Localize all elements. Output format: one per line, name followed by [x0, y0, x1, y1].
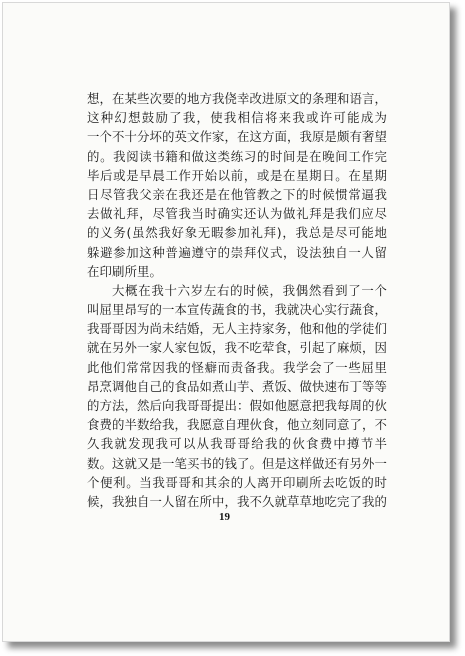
text-line: 就在另外一家人家包饭，我不吃荤食，引起了麻烦，因 — [87, 340, 387, 356]
text-line: 一个不十分坏的英文作家，在这方面，我原是颇有奢望 — [87, 129, 387, 145]
book-page — [2, 2, 450, 642]
text-line: 个便利。当我哥哥和其余的人离开印刷所去吃饭的时 — [87, 474, 387, 490]
text-line: 日尽管我父亲在我还是在他管教之下的时候惯常逼我 — [87, 186, 387, 202]
text-line: 此他们常常因我的怪癖而责备我。我学会了一些屈里 — [87, 359, 387, 375]
page-number: 19 — [219, 511, 230, 523]
text-line: 去做礼拜，尽管我当时确实还认为做礼拜是我们应尽 — [87, 206, 387, 222]
text-line: 大概在我十六岁左右的时候，我偶然看到了一个 — [112, 282, 387, 298]
text-line: 的。我阅读书籍和做这类练习的时间是在晚间工作完 — [87, 148, 387, 164]
body-text — [87, 89, 387, 511]
text-line: 的义务(虽然我好象无暇参加礼拜)，我总是尽可能地 — [87, 225, 387, 241]
text-line: 叫屈里昂写的一本宣传蔬食的书，我就决心实行蔬食， — [87, 302, 387, 318]
text-line: 毕后或是早晨工作开始以前，或是在星期日。在星期 — [87, 167, 387, 183]
text-line: 这种幻想鼓励了我，使我相信将来我或许可能成为 — [87, 110, 387, 126]
text-line: 久我就发现我可以从我哥哥给我的伙食费中撙节半 — [87, 436, 387, 452]
text-line: 昂烹调他自己的食品如煮山芋、煮饭、做快速布丁等等 — [87, 378, 387, 394]
text-line: 在印刷所里。 — [87, 263, 162, 279]
text-line: 候，我独自一人留在所中，我不久就草草地吃完了我的 — [87, 493, 387, 509]
text-line: 数。这就又是一笔买书的钱了。但是这样做还有另外一 — [87, 455, 387, 471]
text-line: 躲避参加这种普遍遵守的崇拜仪式，设法独自一人留 — [87, 244, 387, 260]
text-line: 食费的半数给我，我愿意自理伙食，他立刻同意了，不 — [87, 417, 387, 433]
text-line: 我哥哥因为尚未结婚，无人主持家务，他和他的学徒们 — [87, 321, 387, 337]
text-line: 的方法，然后向我哥哥提出：假如他愿意把我每周的伙 — [87, 398, 387, 413]
text-line: 想，在某些次要的地方我侥幸改进原文的条理和语言， — [87, 91, 387, 106]
